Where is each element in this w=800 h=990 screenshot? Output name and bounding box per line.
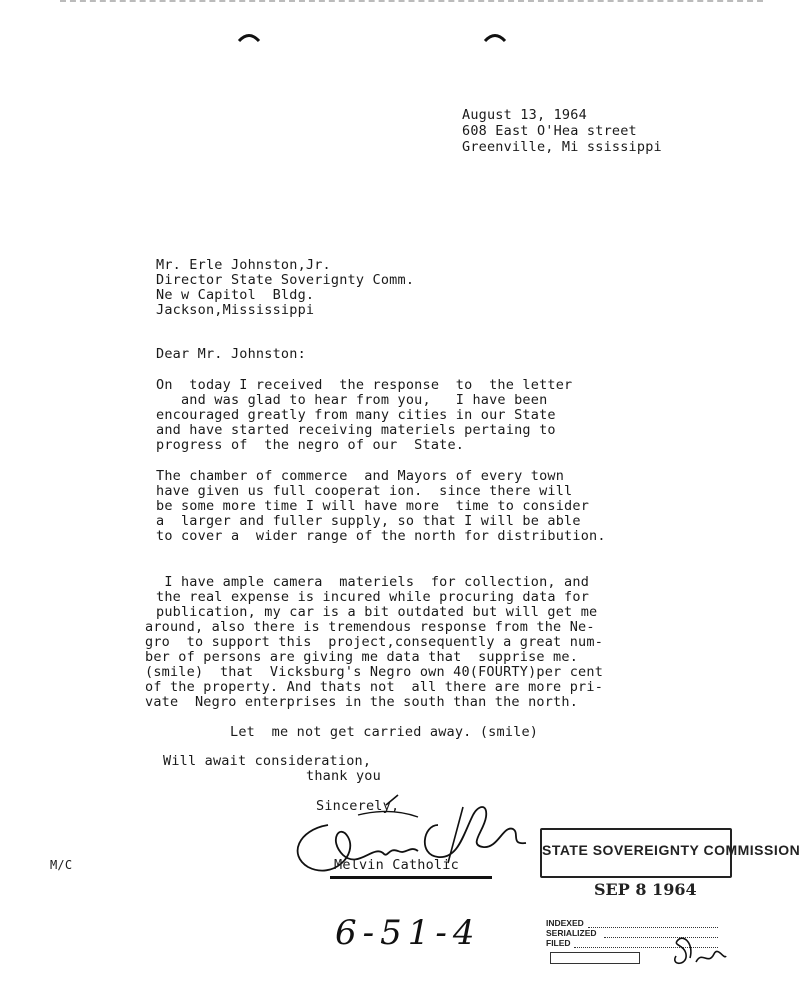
- recipient-title: Director State Soverignty Comm.: [156, 272, 415, 288]
- file-number-handwritten: 6-51-4: [335, 913, 481, 953]
- stamp-indexed-label: INDEXED: [546, 918, 584, 928]
- letter-date: August 13, 1964: [462, 107, 587, 123]
- closing-thanks: thank you: [306, 768, 381, 784]
- stamp-heading: STATE SOVEREIGNTY COMMISSION: [542, 842, 800, 858]
- body-line: gro to support this project,consequently a great num-: [145, 634, 604, 650]
- punch-hole-mark: [484, 32, 506, 42]
- body-line: vate Negro enterprises in the south than the north.: [145, 694, 579, 710]
- body-line: encouraged greatly from many cities in our State: [156, 407, 556, 423]
- body-line: On today I received the response to the letter: [156, 377, 573, 393]
- recipient-building: Ne w Capitol Bldg.: [156, 287, 315, 303]
- body-line: of the property. And thats not all there are more pri-: [145, 679, 604, 695]
- body-line: around, also there is tremendous response from the Ne-: [145, 619, 595, 635]
- typist-initials: M/C: [50, 858, 73, 872]
- sender-street: 608 East O'Hea street: [462, 123, 637, 139]
- body-line: be some more time I will have more time to consider: [156, 498, 590, 514]
- typed-signature-name: Melvin Catholic: [334, 857, 459, 873]
- signature-underline: [330, 876, 492, 879]
- body-line: I have ample camera materiels for collection, and: [156, 574, 590, 590]
- closing-await: Will await consideration,: [163, 753, 372, 769]
- closing-sincerely: Sincerely,: [316, 798, 400, 814]
- body-line: ber of persons are giving me data that supprise me.: [145, 649, 579, 665]
- body-line: The chamber of commerce and Mayors of every town: [156, 468, 565, 484]
- body-line: the real expense is incured while procuring data for: [156, 589, 590, 605]
- body-line: progress of the negro of our State.: [156, 437, 465, 453]
- commission-stamp: [540, 828, 800, 988]
- body-line: (smile) that Vicksburg's Negro own 40(FOURTY)per cent: [145, 664, 604, 680]
- punch-hole-mark: [238, 32, 260, 42]
- stamp-initials-scrawl: [668, 936, 728, 968]
- stamp-indexed-line: [588, 927, 718, 928]
- body-line: and was glad to hear from you, I have been: [156, 392, 548, 408]
- stamp-filed-label: FILED: [546, 938, 571, 948]
- body-line: and have started receiving materiels pertaing to: [156, 422, 556, 438]
- body-line: a larger and fuller supply, so that I will be able: [156, 513, 581, 529]
- stamp-serialized-label: SERIALIZED: [546, 928, 597, 938]
- recipient-city: Jackson,Mississippi: [156, 302, 315, 318]
- body-line: publication, my car is a bit outdated but will get me: [156, 604, 598, 620]
- sender-city: Greenville, Mi ssissippi: [462, 139, 662, 155]
- stamp-date: SEP 8 1964: [594, 880, 697, 899]
- body-line: have given us full cooperat ion. since there will: [156, 483, 573, 499]
- salutation: Dear Mr. Johnston:: [156, 346, 306, 362]
- aside-line: Let me not get carried away. (smile): [230, 724, 539, 740]
- page-top-edge: [60, 0, 763, 6]
- body-line: to cover a wider range of the north for distribution.: [156, 528, 606, 544]
- stamp-box: [550, 952, 640, 964]
- recipient-name: Mr. Erle Johnston,Jr.: [156, 257, 331, 273]
